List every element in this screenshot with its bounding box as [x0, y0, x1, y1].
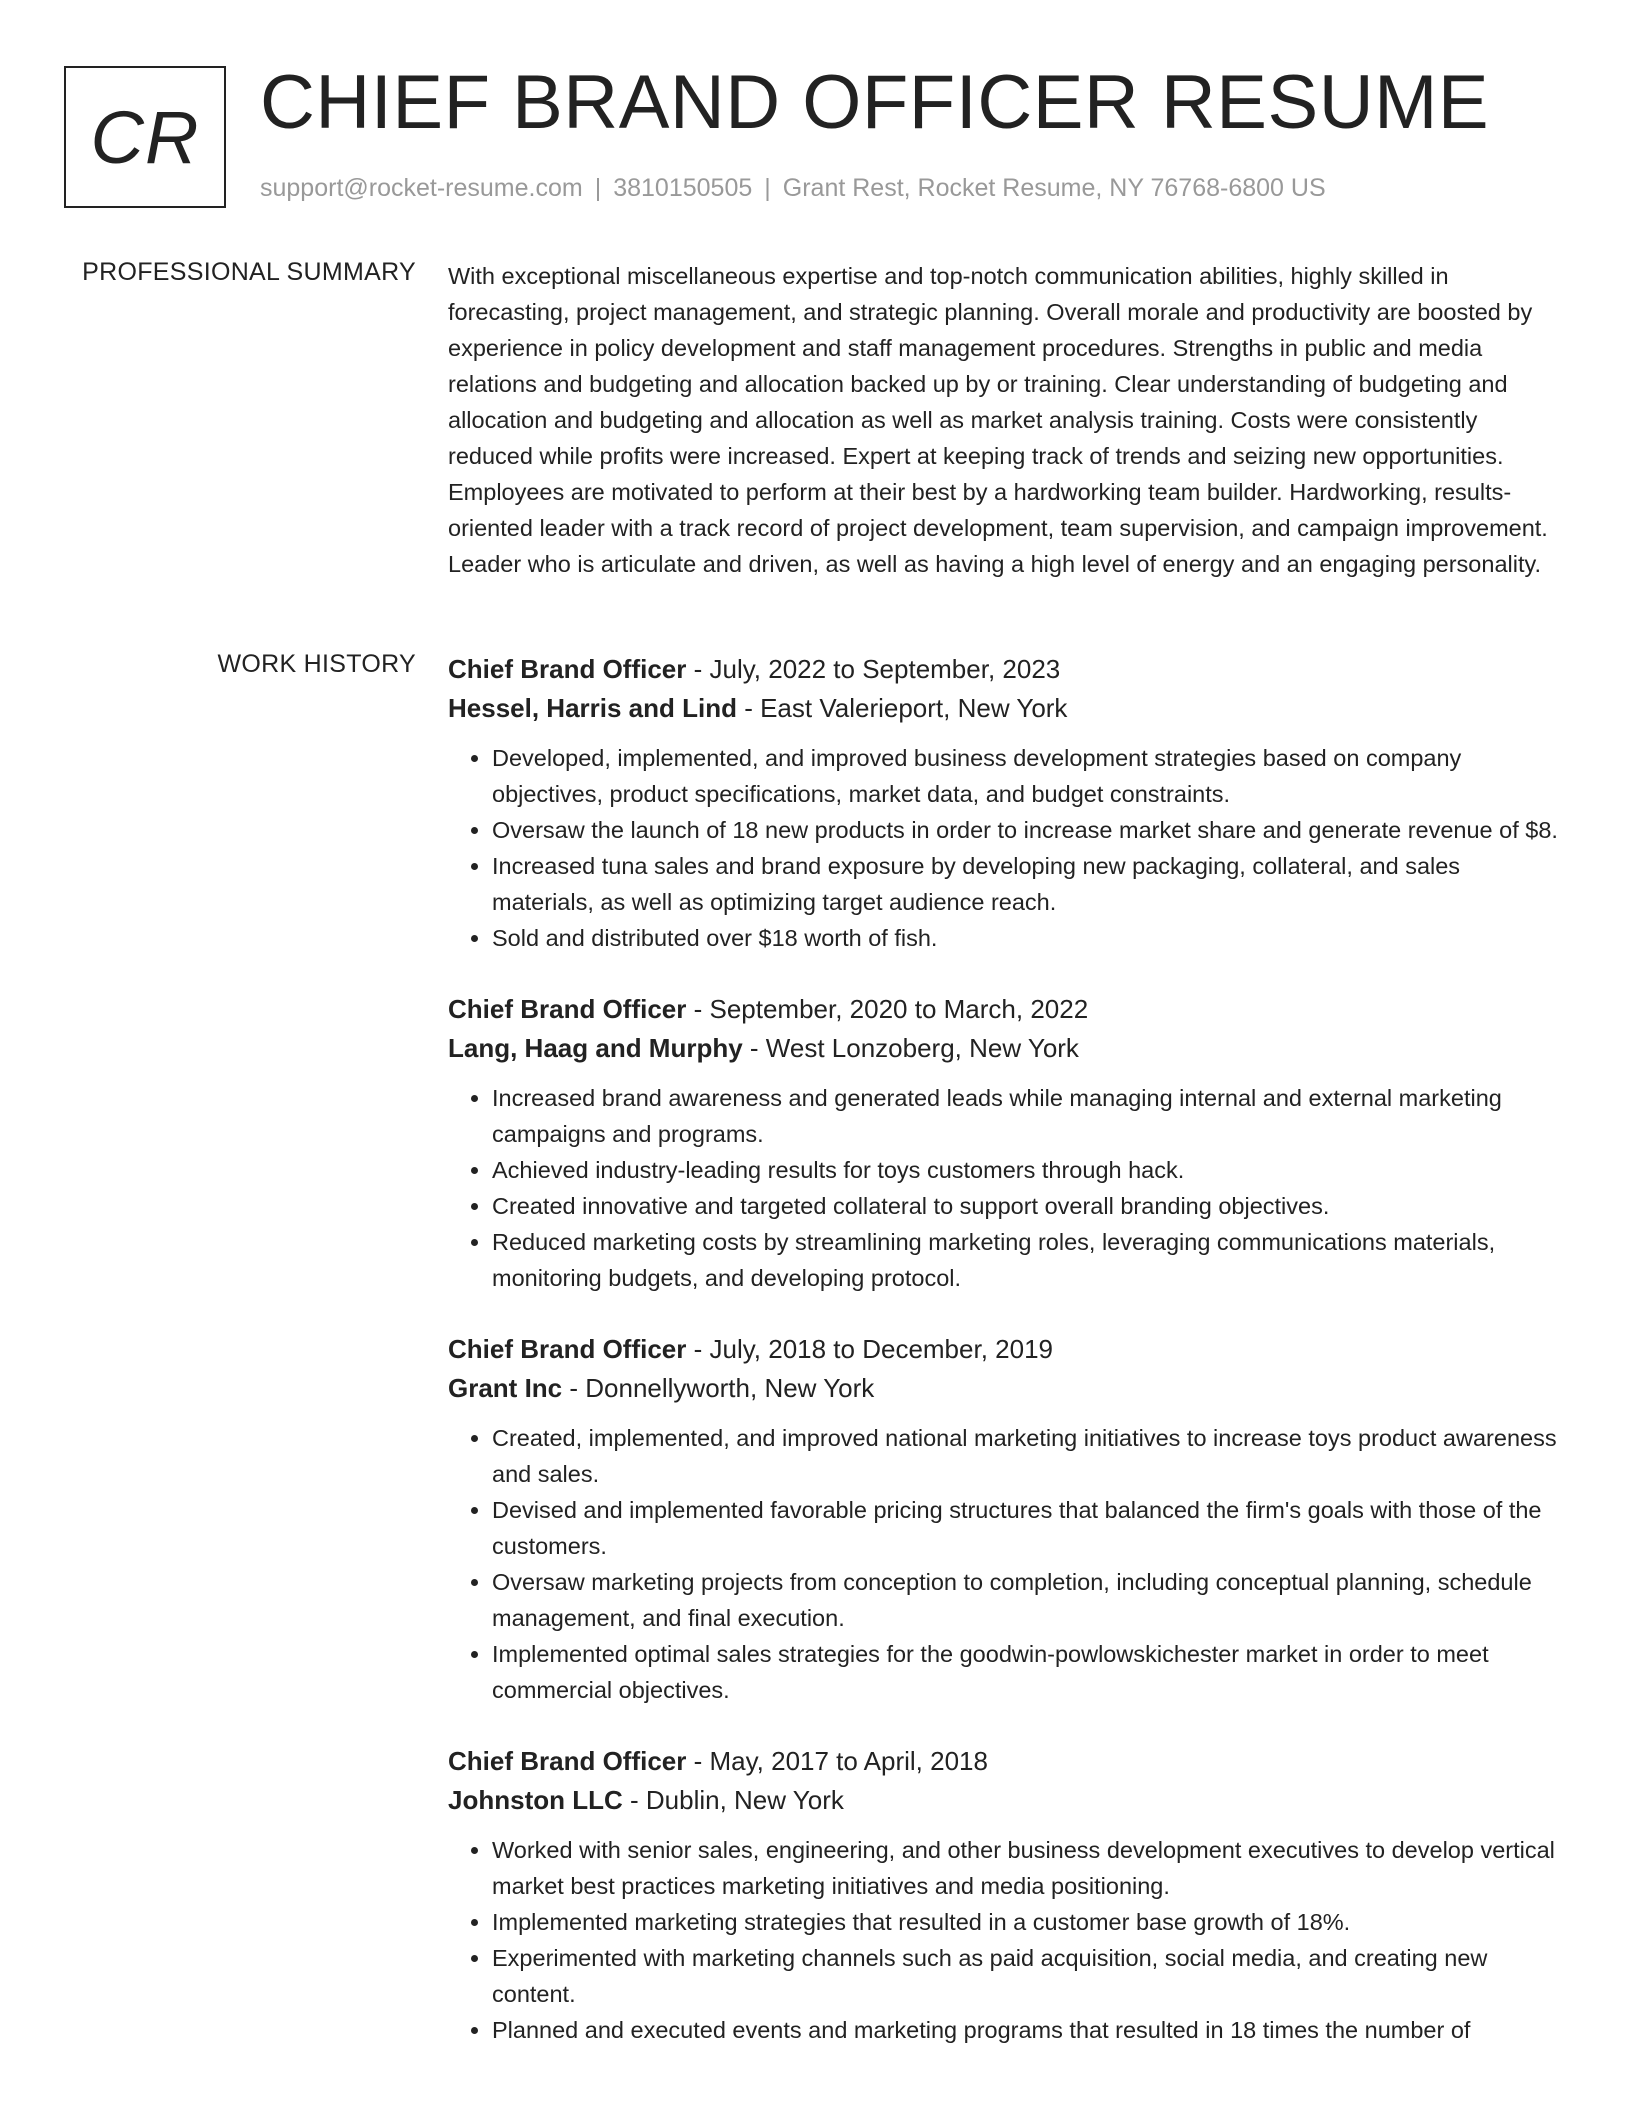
job-title: Chief Brand Officer — [448, 654, 687, 684]
job-bullet: • Oversaw marketing projects from conception to completion, including conceptual planning, schedule management, and final execution. — [492, 1564, 1568, 1636]
job-bullet: • Experimented with marketing channels such as paid acquisition, social media, and creating new content. — [492, 1940, 1568, 2012]
contact-address: Grant Rest, Rocket Resume, NY 76768-6800 US — [782, 174, 1326, 202]
contact-line — [260, 174, 1326, 203]
job-location: - Donnellyworth, New York — [562, 1373, 875, 1403]
job-company: Grant Inc — [448, 1373, 563, 1403]
job-company: Hessel, Harris and Lind — [448, 693, 737, 723]
contact-separator: | — [764, 174, 771, 202]
job-company-line — [448, 1029, 1568, 1068]
contact-separator: | — [594, 174, 602, 202]
summary-text: With exceptional miscellaneous expertise and top-notch communication abilities, highly skilled in forecasting, project management, and strategic planning. Overall morale and productivity are boosted by experience in policy development and staff management procedures. Strengths in public and media relations and budgeting and allocation backed up by or training. Clear understanding of budgeting and allocation and budgeting and allocation as well as market analysis training. Costs were consistently reduced while profits were increased. Expert at keeping track of trends and seizing new opportunities. Employees are motivated to perform at their best by a hardworking team builder. Hardworking, results-oriented leader with a track record of project development, team supervision, and campaign improvement. Leader who is articulate and driven, as well as having a high level of energy and an engaging personality. — [448, 263, 1548, 577]
job-bullets — [448, 1080, 1568, 1296]
job-title-line — [448, 1330, 1568, 1369]
job-company-line — [448, 1369, 1568, 1408]
job-title-line — [448, 990, 1568, 1029]
job-bullet: • Reduced marketing costs by streamlining marketing roles, leveraging communications materials, monitoring budgets, and developing protocol. — [492, 1224, 1568, 1296]
monogram: CR — [64, 66, 226, 208]
job-bullet: • Sold and distributed over $18 worth of fish. — [492, 920, 1568, 956]
job-bullet: • Created, implemented, and improved national marketing initiatives to increase toys product awareness and sales. — [492, 1420, 1568, 1492]
job-entry — [448, 1742, 1568, 2048]
job-title-line — [448, 1742, 1568, 1781]
job-entry — [448, 650, 1568, 956]
job-bullet: • Oversaw the launch of 18 new products in order to increase market share and generate revenue of $8. — [492, 812, 1568, 848]
job-dates: - July, 2022 to September, 2023 — [686, 654, 1061, 684]
job-location: - Dublin, New York — [622, 1785, 844, 1815]
job-title: Chief Brand Officer — [448, 1334, 687, 1364]
job-title-line — [448, 650, 1568, 689]
page-title: CHIEF BRAND OFFICER RESUME — [260, 60, 1490, 145]
job-company: Johnston LLC — [448, 1785, 623, 1815]
job-bullet: • Developed, implemented, and improved business development strategies based on company objectives, product specifications, market data, and budget constraints. — [492, 740, 1568, 812]
contact-email[interactable]: support@rocket-resume.com — [260, 174, 583, 202]
job-dates: - July, 2018 to December, 2019 — [686, 1334, 1053, 1364]
job-bullets — [448, 740, 1568, 956]
job-bullet: • Worked with senior sales, engineering, and other business development executives to develop vertical market best practices marketing initiatives and media positioning. — [492, 1832, 1568, 1904]
job-company-line — [448, 1781, 1568, 1820]
job-bullet: • Achieved industry-leading results for toys customers through hack. — [492, 1152, 1568, 1188]
job-bullet: • Created innovative and targeted collateral to support overall branding objectives. — [492, 1188, 1568, 1224]
job-bullet: • Devised and implemented favorable pricing structures that balanced the firm's goals with those of the customers. — [492, 1492, 1568, 1564]
summary-heading: PROFESSIONAL SUMMARY — [82, 258, 416, 286]
job-company: Lang, Haag and Murphy — [448, 1033, 743, 1063]
job-dates: - September, 2020 to March, 2022 — [686, 994, 1089, 1024]
job-bullet: • Planned and executed events and marketing programs that resulted in 18 times the number of — [492, 2012, 1568, 2048]
job-location: - East Valerieport, New York — [736, 693, 1068, 723]
job-company-line — [448, 689, 1568, 728]
job-bullet: • Implemented marketing strategies that resulted in a customer base growth of 18%. — [492, 1904, 1568, 1940]
job-entry — [448, 990, 1568, 1296]
job-bullets — [448, 1832, 1568, 2048]
job-entry — [448, 1330, 1568, 1708]
job-bullets — [448, 1420, 1568, 1708]
job-bullet: • Implemented optimal sales strategies for the goodwin-powlowskichester market in order to meet commercial objectives. — [492, 1636, 1568, 1708]
job-dates: - May, 2017 to April, 2018 — [686, 1746, 988, 1776]
work-history-list — [448, 650, 1568, 2082]
job-title: Chief Brand Officer — [448, 1746, 687, 1776]
work-history-heading: WORK HISTORY — [217, 650, 416, 678]
job-title: Chief Brand Officer — [448, 994, 687, 1024]
job-location: - West Lonzoberg, New York — [742, 1033, 1079, 1063]
job-bullet: • Increased tuna sales and brand exposure by developing new packaging, collateral, and sales materials, as well as optimizing target audience reach. — [492, 848, 1568, 920]
job-bullet: • Increased brand awareness and generated leads while managing internal and external marketing campaigns and programs. — [492, 1080, 1568, 1152]
contact-phone[interactable]: 3810150505 — [613, 174, 753, 202]
